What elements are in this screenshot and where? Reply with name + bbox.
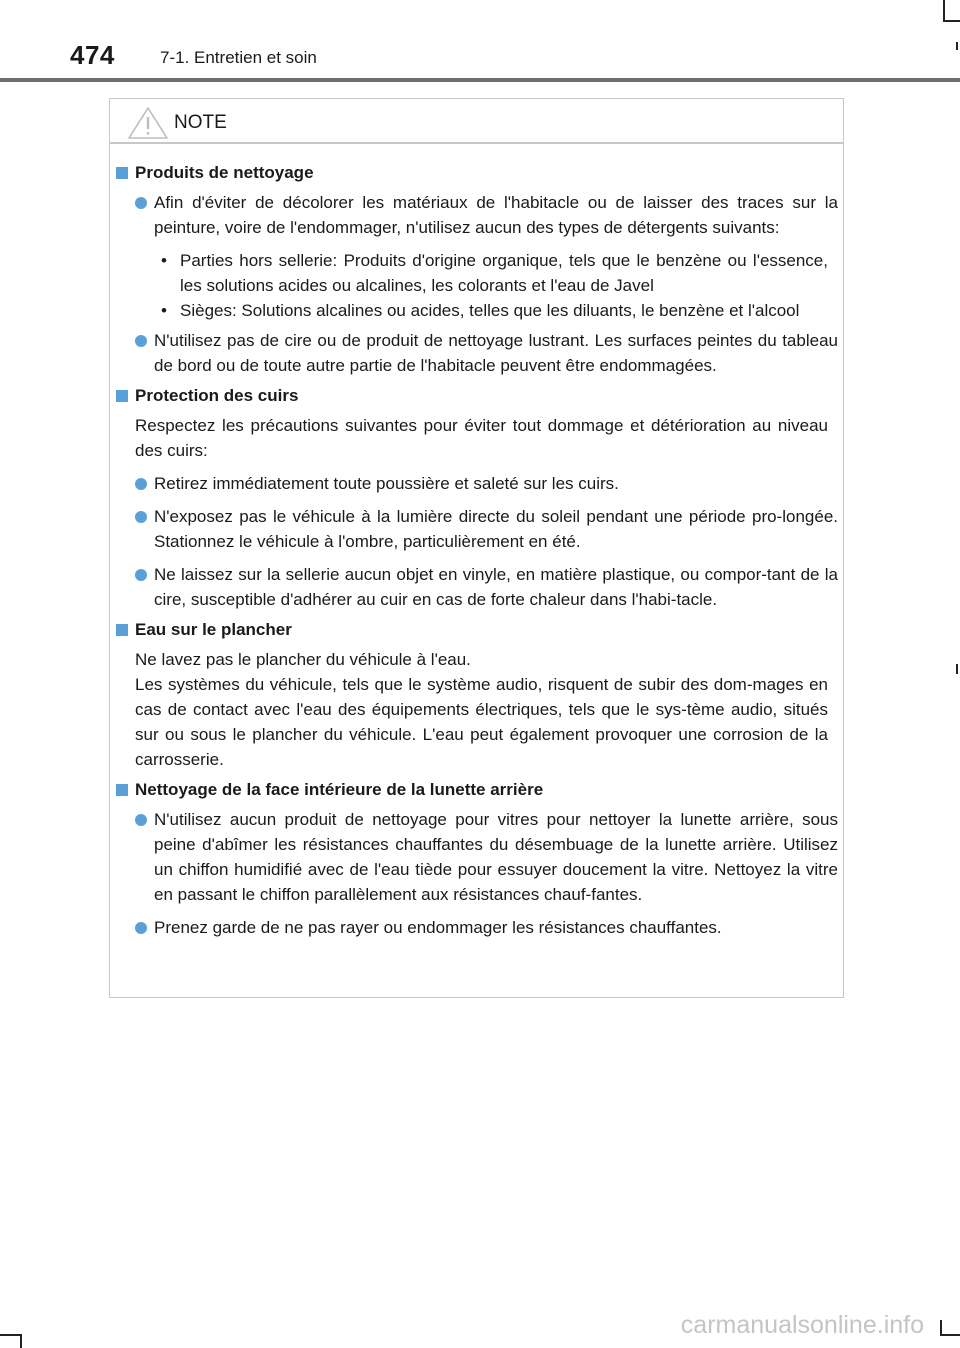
note-box [109,98,844,998]
dot-marker: • [161,251,167,270]
sub-list-item-text: Sièges: Solutions alcalines ou acides, telles que les diluants, le benzène et l'alcool [180,301,800,320]
paragraph: Ne lavez pas le plancher du véhicule à l'eau. [135,650,471,669]
section-heading-text: Eau sur le plancher [135,620,292,639]
note-content [116,155,838,940]
crop-mark [940,1320,942,1334]
paragraph: Respectez les précautions suivantes pour éviter tout dommage et détérioration au niveau des cuirs: [135,416,828,460]
section-heading [116,617,838,642]
crop-mark [0,1334,20,1336]
crop-mark [20,1334,22,1348]
list-item-text: N'utilisez aucun produit de nettoyage pour vitres pour nettoyer la lunette arrière, sous peine d'abîmer les résistances chauffantes du désembuage de la lunette arrière. Utilisez un chiffon humidifié avec de l'eau tiède pour essuyer doucement la vitre. Nettoyez la vitre en passant le chiffon parallèlement aux résistances chauf-fantes. [154,810,838,904]
crop-mark [956,42,958,50]
crop-mark [940,1334,960,1336]
list-item [116,328,838,378]
list-item-text: Afin d'éviter de décolorer les matériaux de l'habitacle ou de laisser des traces sur la peinture, voire de l'endommager, n'utilisez aucun des types de détergents suivants: [154,193,838,237]
section-heading [116,160,838,185]
list-item [116,190,838,240]
circle-bullet-icon [135,569,147,581]
list-item-text: N'utilisez pas de cire ou de produit de nettoyage lustrant. Les surfaces peintes du tableau de bord ou de toute autre partie de l'habitacle peuvent être endommagées. [154,331,838,375]
square-bullet-icon [116,624,128,636]
circle-bullet-icon [135,922,147,934]
crop-mark [956,664,958,674]
sub-list-item-text: Parties hors sellerie: Produits d'origine organique, tels que le benzène ou l'essence, les solutions acides ou alcalines, les colorants et l'eau de Javel [180,251,828,295]
list-item [116,504,838,554]
sub-list-item [116,298,838,323]
list-item-text: Ne laissez sur la sellerie aucun objet en vinyle, en matière plastique, ou compor-tant de la cire, susceptible d'adhérer au cuir en cas de forte chaleur dans l'habi-tacle. [154,565,838,609]
page-number: 474 [70,40,115,70]
list-item-text: Retirez immédiatement toute poussière et saleté sur les cuirs. [154,474,619,493]
section-heading [116,383,838,408]
list-item-text: Prenez garde de ne pas rayer ou endommager les résistances chauffantes. [154,918,722,937]
circle-bullet-icon [135,511,147,523]
paragraph: Les systèmes du véhicule, tels que le système audio, risquent de subir des dom-mages en cas de contact avec l'eau des équipements électriques, tels que le sys-tème audio, situés sur ou sous le plancher du véhicule. L'eau peut également provoquer une corrosion de la carrosserie. [135,675,828,769]
list-item [116,471,838,496]
list-item-text: N'exposez pas le véhicule à la lumière directe du soleil pendant une période pro-longée. Stationnez le véhicule à l'ombre, particulièrement en été. [154,507,838,551]
crop-mark [943,20,960,22]
dot-marker: • [161,301,167,320]
list-item [116,807,838,907]
watermark: carmanualsonline.info [680,1311,924,1339]
circle-bullet-icon [135,814,147,826]
note-divider [110,142,843,144]
square-bullet-icon [116,390,128,402]
section-title: 7-1. Entretien et soin [160,48,317,67]
section-heading-text: Produits de nettoyage [135,163,314,182]
note-label: NOTE [174,112,227,133]
note-header [126,103,227,143]
square-bullet-icon [116,167,128,179]
circle-bullet-icon [135,478,147,490]
circle-bullet-icon [135,197,147,209]
circle-bullet-icon [135,335,147,347]
list-item [116,562,838,612]
warning-triangle-icon [126,105,170,141]
list-item [116,915,838,940]
section-heading-text: Nettoyage de la face intérieure de la lunette arrière [135,780,544,799]
section-heading [116,777,838,802]
section-heading-text: Protection des cuirs [135,386,299,405]
crop-mark [943,0,945,20]
sub-list-item [116,248,838,298]
square-bullet-icon [116,784,128,796]
header-rule [0,78,960,82]
